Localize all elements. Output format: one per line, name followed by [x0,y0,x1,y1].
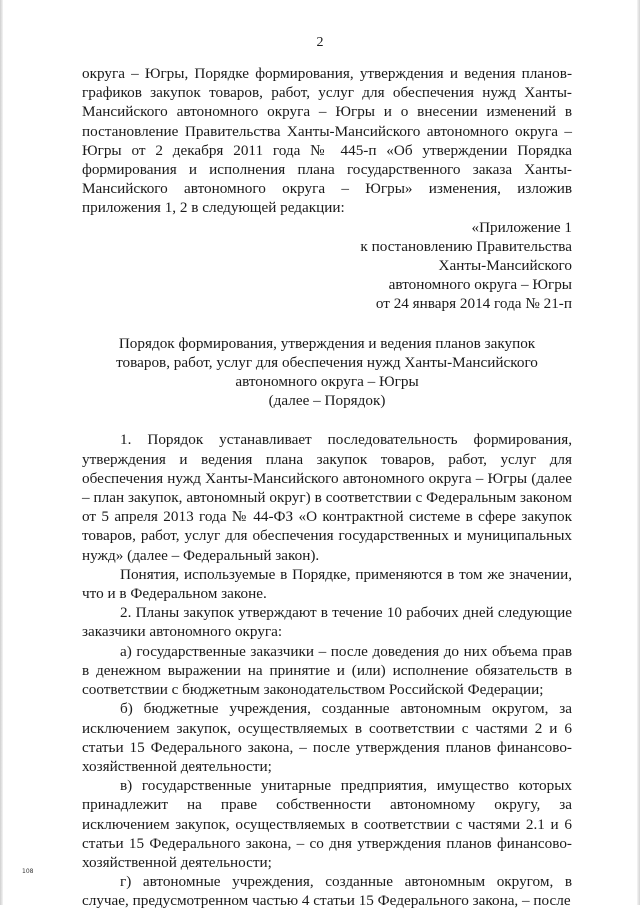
appendix-line: Ханты-Мансийского [438,257,572,275]
title-line: автономного округа – Югры [235,373,419,391]
document-body [82,64,572,911]
paragraph-2g: г) автономные учреждения, созданные автономным округом, в случае, предусмотренном частью 4 статьи 15 Федерального закона, – после [82,873,572,910]
paragraph-1: 1. Порядок устанавливает последовательность формирования, утверждения и ведения плана закупок товаров, работ, услуг для обеспечения нужд Ханты-Мансийского автономного округа – Югры (далее – план закупок, автономный округ) в соответствии с Федеральным законом от 5 апреля 2013 года № 44-ФЗ «О контрактной системе в сфере закупок товаров, работ, услуг для обеспечения государственных и муниципальных нужд» (далее – Федеральный закон). [82,431,572,564]
title-line: (далее – Порядок) [268,392,386,410]
paragraph-2b: б) бюджетные учреждения, созданные автономным округом, за исключением закупок, осуществляемых в соответствии с частями 2 и 6 статьи 15 Федерального закона, – после утверждения планов финансово-хозяйственной деятельности; [82,700,572,775]
appendix-line: «Приложение 1 [471,218,572,236]
appendix-line: от 24 января 2014 года № 21-п [375,295,572,313]
scan-edge-left [0,0,3,905]
title-line: товаров, работ, услуг для обеспечения нужд Ханты-Мансийского [116,353,538,371]
appendix-header [82,218,572,314]
paragraph-definitions: Понятия, используемые в Порядке, применяются в том же значении, что и в Федеральном законе. [82,565,572,603]
paragraph-2: 2. Планы закупок утверждают в течение 10 рабочих дней следующие заказчики автономного округа: [82,604,572,641]
footer-mark: 108 [22,868,34,875]
appendix-line: к постановлению Правительства [360,237,572,255]
paragraph-2a: а) государственные заказчики – после доведения до них объема прав в денежном выражении на принятие и (или) исполнение обязательств в соответствии с бюджетным законодательством Российской Федерации; [82,642,572,699]
intro-paragraph: округа – Югры, Порядке формирования, утверждения и ведения планов-графиков закупок товаров, работ, услуг для обеспечения нужд Ханты-Мансийского автономного округа – Югры и о внесении изменений в постановление Правительства Ханты-Мансийского автономного округа – Югры от 2 декабря 2011 года № 445-п «Об утверждении Порядка формирования и исполнения плана государственного заказа Ханты-Мансийского автономного округа – Югры» изменения, изложив приложения 1, 2 в следующей редакции: [82,65,572,217]
paragraph-2v: в) государственные унитарные предприятия, имущество которых принадлежит на праве собственности автономному округу, за исключением закупок, осуществляемых в соответствии с частями 2.1 и 6 статьи 15 Федерального закона, – со дня утверждения планов финансово-хозяйственной деятельности; [82,777,572,871]
document-title [82,334,572,411]
title-line: Порядок формирования, утверждения и ведения планов закупок [118,334,536,352]
appendix-line: автономного округа – Югры [388,276,572,294]
page-number: 2 [316,35,324,50]
